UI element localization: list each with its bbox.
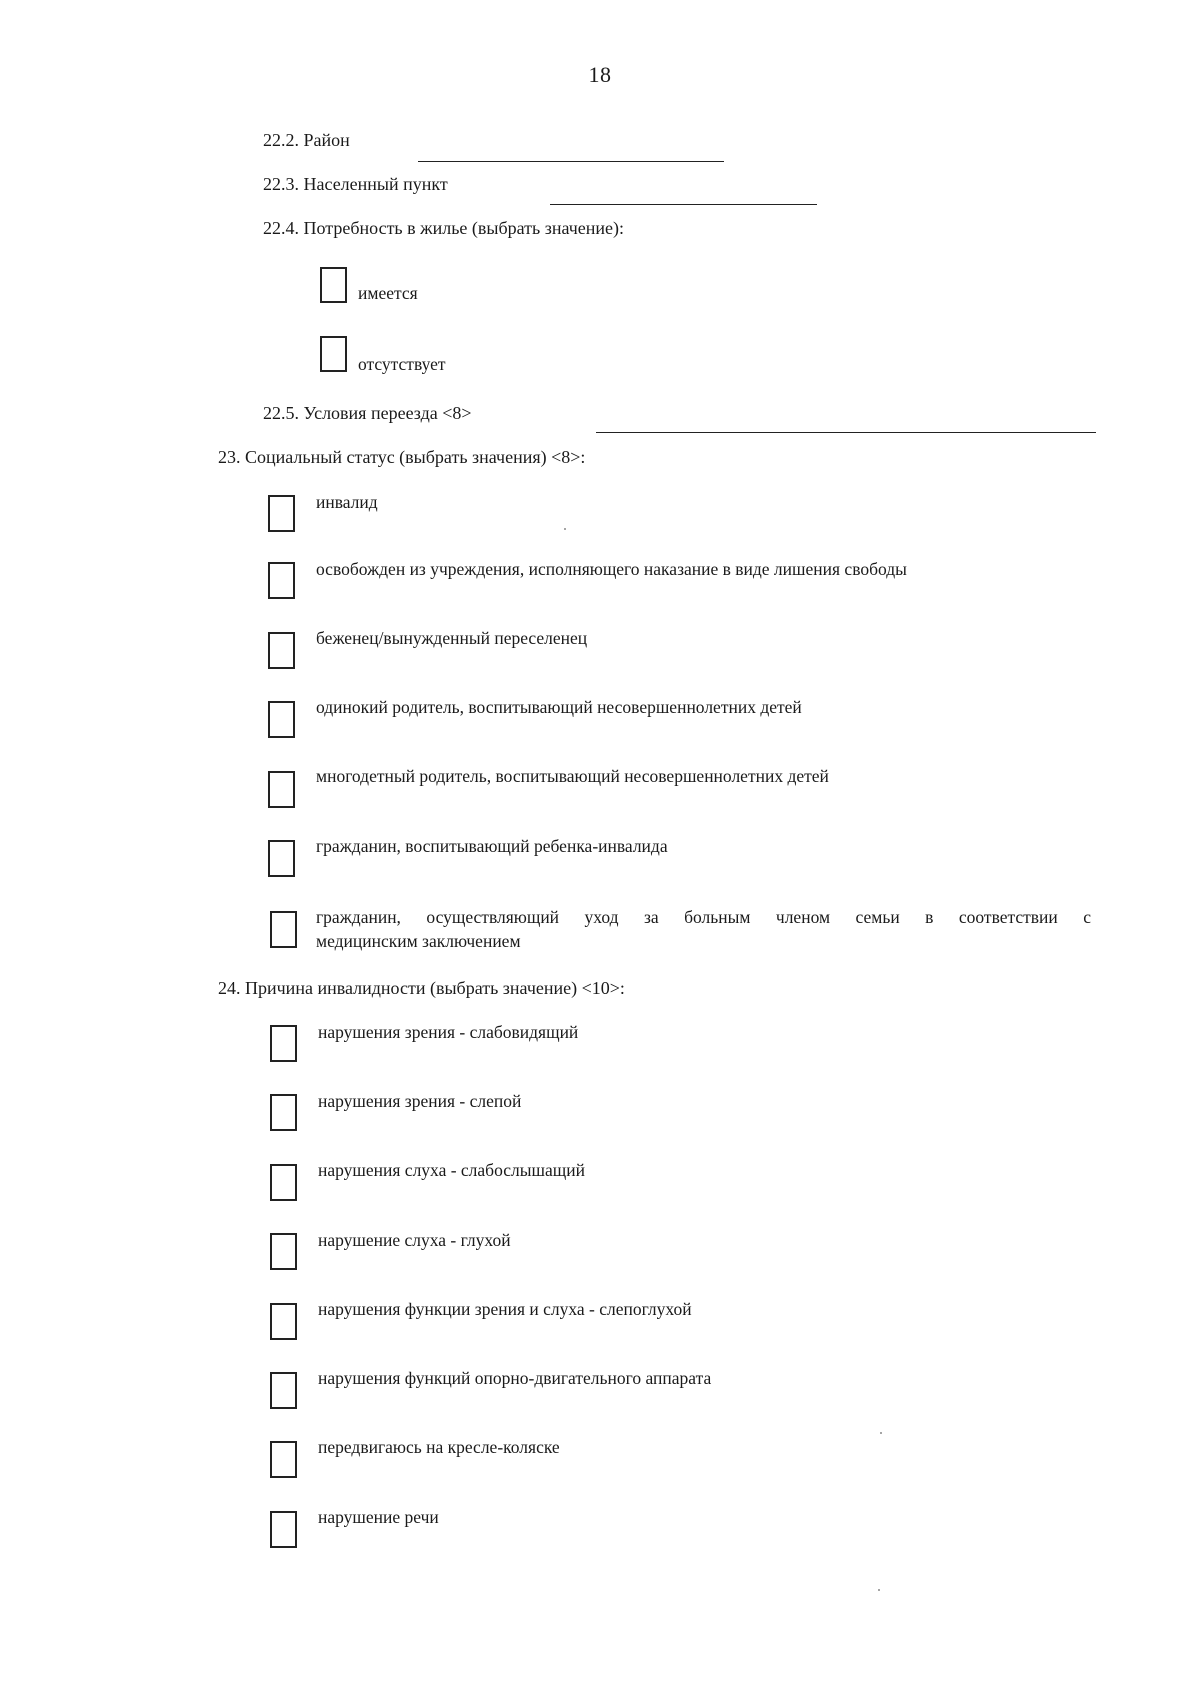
disability-cause-checkbox-blind[interactable] [270,1094,297,1131]
disability-cause-checkbox-hard-of-hearing[interactable] [270,1164,297,1201]
scan-speck [878,1589,880,1591]
scan-speck [880,1432,882,1434]
district-label: 22.2. Район [263,130,350,150]
disability-cause-heading: 24. Причина инвалидности (выбрать значение) <10>: [218,978,625,998]
disability-cause-label-hard-of-hearing: нарушения слуха - слабослышащий [318,1160,585,1180]
social-status-checkbox-large-family[interactable] [268,771,295,808]
housing-absent-label: отсутствует [358,354,446,374]
social-status-checkbox-disabled-child[interactable] [268,840,295,877]
locality-input-line[interactable] [550,204,817,205]
social-status-label-disabled: инвалид [316,492,378,512]
disability-cause-label-blind: нарушения зрения - слепой [318,1091,522,1111]
locality-label: 22.3. Населенный пункт [263,174,448,194]
social-status-checkbox-caregiver[interactable] [270,911,297,948]
social-status-checkbox-disabled[interactable] [268,495,295,532]
disability-cause-checkbox-wheelchair[interactable] [270,1441,297,1478]
housing-need-label: 22.4. Потребность в жилье (выбрать значение): [263,218,625,238]
housing-available-label: имеется [358,283,418,303]
disability-cause-checkbox-speech[interactable] [270,1511,297,1548]
social-status-checkbox-single-parent[interactable] [268,701,295,738]
housing-available-checkbox[interactable] [320,267,347,303]
disability-cause-label-wheelchair: передвигаюсь на кресле-коляске [318,1437,560,1457]
disability-cause-label-musculoskeletal: нарушения функций опорно-двигательного аппарата [318,1368,712,1388]
disability-cause-checkbox-low-vision[interactable] [270,1025,297,1062]
disability-cause-label-deafblind: нарушения функции зрения и слуха - слепоглухой [318,1299,692,1319]
scan-speck [564,528,566,530]
social-status-label-single-parent: одинокий родитель, воспитывающий несовершеннолетних детей [316,697,802,717]
disability-cause-label-speech: нарушение речи [318,1507,439,1527]
disability-cause-checkbox-deafblind[interactable] [270,1303,297,1340]
housing-absent-checkbox[interactable] [320,336,347,372]
social-status-checkbox-refugee[interactable] [268,632,295,669]
social-status-label-caregiver-line2: медицинским заключением [316,931,521,951]
social-status-label-disabled-child: гражданин, воспитывающий ребенка-инвалида [316,836,668,856]
social-status-label-large-family: многодетный родитель, воспитывающий несовершеннолетних детей [316,766,829,786]
social-status-heading: 23. Социальный статус (выбрать значения) <8>: [218,447,586,467]
disability-cause-label-low-vision: нарушения зрения - слабовидящий [318,1022,579,1042]
page-number: 18 [588,62,612,87]
relocation-label: 22.5. Условия переезда <8> [263,403,472,423]
social-status-label-caregiver-line1: гражданин, осуществляющий уход за больным членом семьи в соответствии с [316,907,1091,927]
disability-cause-checkbox-deaf[interactable] [270,1233,297,1270]
social-status-checkbox-released[interactable] [268,562,295,599]
relocation-input-line[interactable] [596,432,1096,433]
district-input-line[interactable] [418,161,724,162]
disability-cause-checkbox-musculoskeletal[interactable] [270,1372,297,1409]
social-status-label-caregiver [316,905,1091,953]
disability-cause-label-deaf: нарушение слуха - глухой [318,1230,511,1250]
social-status-label-refugee: беженец/вынужденный переселенец [316,628,588,648]
social-status-label-released: освобожден из учреждения, исполняющего наказание в виде лишения свободы [316,559,907,579]
